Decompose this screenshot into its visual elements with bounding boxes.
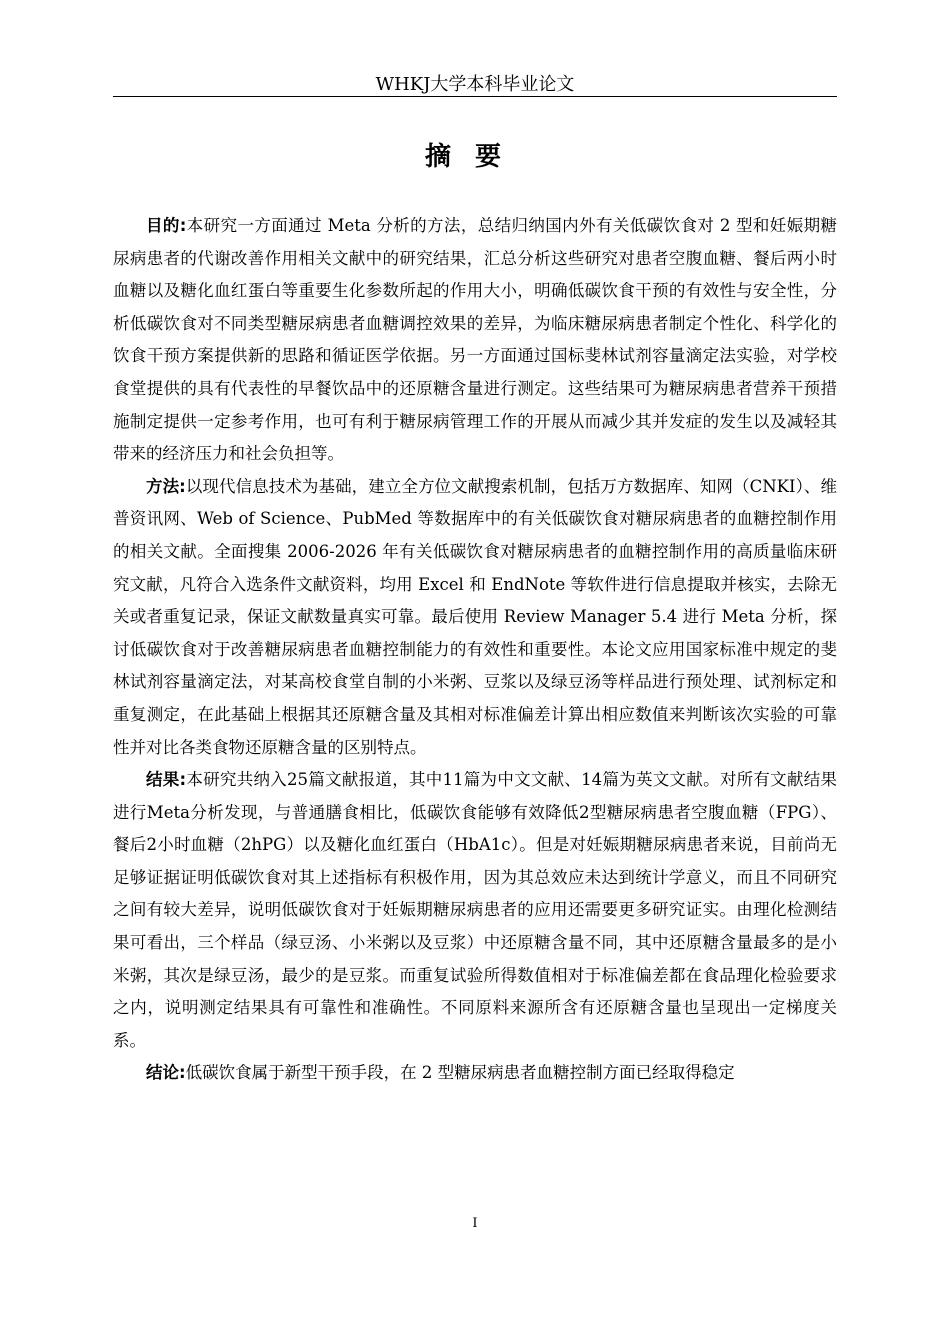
results-label: 结果: bbox=[146, 770, 187, 790]
methods-label: 方法: bbox=[146, 476, 186, 496]
abstract-title: 摘要 bbox=[424, 142, 525, 172]
methods-text: 以现代信息技术为基础，建立全方位文献搜索机制，包括万方数据库、知网（CNKI）、维普资讯网、Web of Science、PubMed 等数据库中的有关低碳饮食对糖尿病患者的血糖控制作用的相关文献。全面搜集 2006-2026 年有关低碳饮食对糖尿病患者的血糖控制作用的高质量临床研究文献，凡符合入选条件文献资料，均用 Excel 和 EndNote 等软件进行信息提取并核实，去除无关或者重复记录，保证文献数量真实可靠。最后使用 Review Manager 5.4 进行 Meta 分析，探讨低碳饮食对于改善糖尿病患者血糖控制能力的有效性和重要性。本论文应用国家标准中规定的斐林试剂容量滴定法，对某高校食堂自制的小米粥、豆浆以及绿豆汤等样品进行预处理、试剂标定和重复测定，在此基础上根据其还原糖含量及其相对标准偏差计算出相应数值来判断该次实验的可靠性并对比各类食物还原糖含量的区别特点。 bbox=[113, 476, 837, 757]
results-text: 本研究共纳入25篇文献报道，其中11篇为中文文献、14篇为英文文献。对所有文献结果进行Meta分析发现，与普通膳食相比，低碳饮食能够有效降低2型糖尿病患者空腹血糖（FPG）、餐后2小时血糖（2hPG）以及糖化血红蛋白（HbA1c）。但是对妊娠期糖尿病患者来说，目前尚无足够证据证明低碳饮食对其上述指标有积极作用，因为其总效应未达到统计学意义，而且不同研究之间有较大差异，说明低碳饮食对于妊娠期糖尿病患者的应用还需要更多研究证实。由理化检测结果可看出，三个样品（绿豆汤、小米粥以及豆浆）中还原糖含量不同，其中还原糖含量最多的是小米粥，其次是绿豆汤，最少的是豆浆。而重复试验所得数值相对于标准偏差都在食品理化检验要求之内，说明测定结果具有可靠性和准确性。不同原料来源所含有还原糖含量也呈现出一定梯度关系。 bbox=[113, 770, 837, 1050]
conclusion-label: 结论: bbox=[146, 1063, 186, 1083]
objective-label: 目的: bbox=[146, 216, 187, 235]
abstract-body bbox=[113, 210, 837, 1090]
running-header: WHKJ大学本科毕业论文 bbox=[375, 74, 575, 95]
objective-paragraph bbox=[113, 210, 837, 471]
conclusion-text: 低碳饮食属于新型干预手段，在 2 型糖尿病患者血糖控制方面已经取得稳定 bbox=[185, 1063, 735, 1083]
conclusion-paragraph bbox=[113, 1057, 837, 1090]
page-number: I bbox=[472, 1216, 478, 1231]
methods-paragraph bbox=[113, 471, 837, 764]
header-rule bbox=[113, 96, 837, 97]
results-paragraph bbox=[113, 764, 837, 1057]
objective-text: 本研究一方面通过 Meta 分析的方法，总结归纳国内外有关低碳饮食对 2 型和妊娠期糖尿病患者的代谢改善作用相关文献中的研究结果，汇总分析这些研究对患者空腹血糖、餐后两小时血糖以及糖化血红蛋白等重要生化参数所起的作用大小，明确低碳饮食干预的有效性与安全性，分析低碳饮食对不同类型糖尿病患者血糖调控效果的差异，为临床糖尿病患者制定个性化、科学化的饮食干预方案提供新的思路和循证医学依据。另一方面通过国标斐林试剂容量滴定法实验，对学校食堂提供的具有代表性的早餐饮品中的还原糖含量进行测定。这些结果可为糖尿病患者营养干预措施制定提供一定参考作用，也可有利于糖尿病管理工作的开展从而减少其并发症的发生以及减轻其带来的经济压力和社会负担等。 bbox=[113, 216, 837, 464]
